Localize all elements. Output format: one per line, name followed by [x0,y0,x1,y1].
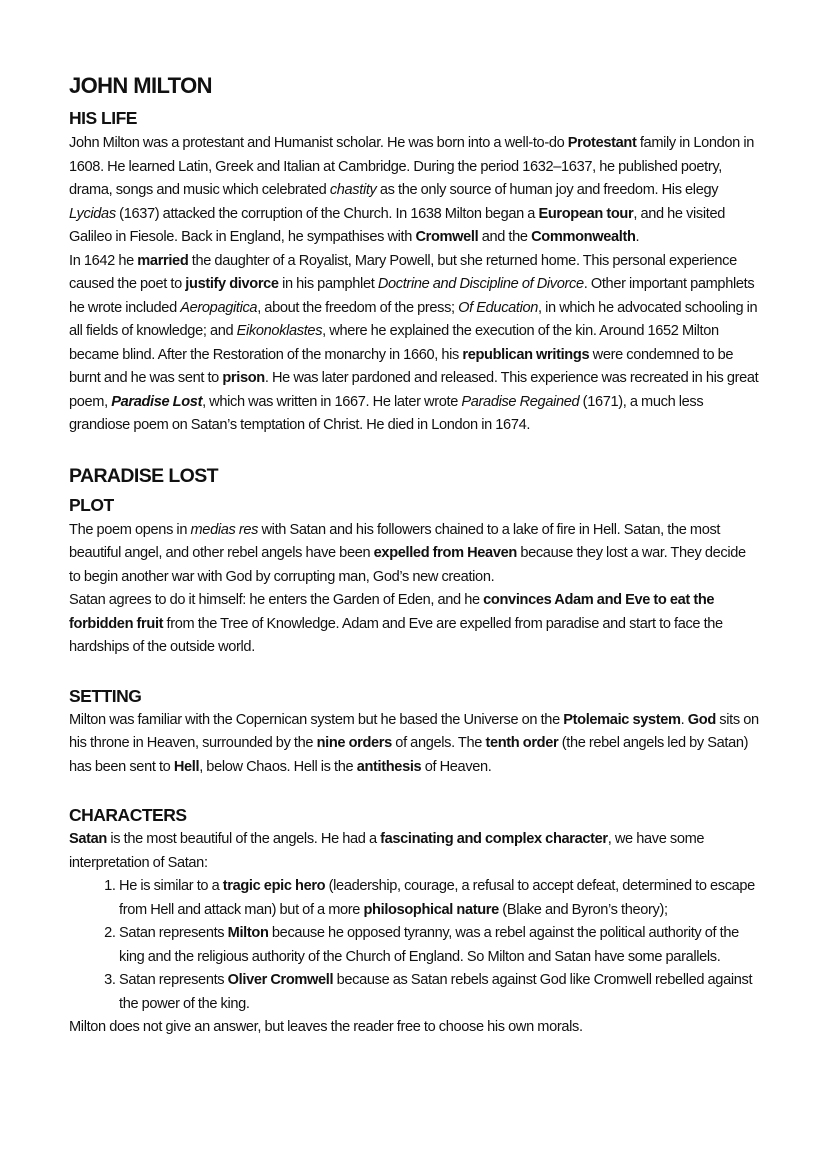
list-item: 2. Satan represents Milton because he opposed tyranny, was a rebel against the political authority of the king and the religious authority of the Church of England. So Milton and Satan have some parallels. [119,922,759,969]
emphasis: antithesis [356,758,422,775]
paragraph: Milton was familiar with the Copernican system but he based the Universe on the Ptolemaic system. God sits on his throne in Heaven, surrounded by the nine orders of angels. The tenth order (the rebel angels led by Satan) has been sent to Hell, below Chaos. Hell is the antithesis of Heaven. [69,711,759,775]
subsection-characters [69,802,759,1040]
emphasis: married [137,252,189,269]
paragraph: The poem opens in medias res with Satan and his followers chained to a lake of fire in Hell. Satan, the most beautiful angel, and other rebel angels have been expelled from Heaven because they lost a war. They decide to begin another war with God by corrupting man, God’s new creation. [69,521,746,585]
emphasis: Aeropagitica [180,299,258,316]
emphasis: convinces Adam and Eve to eat the forbidden fruit [69,592,715,632]
heading-characters: CHARACTERS [69,805,187,825]
emphasis: tragic epic hero [222,878,326,894]
emphasis: medias res [190,521,259,538]
emphasis: Of Education [458,299,539,316]
emphasis: nine orders [316,735,392,751]
emphasis: prison [222,370,265,386]
document-page [69,70,759,1040]
heading-paradise-lost: PARADISE LOST [69,464,218,487]
emphasis: Doctrine and Discipline of Divorce [377,276,584,292]
emphasis: Satan [69,831,107,847]
list-item: 3. Satan represents Oliver Cromwell because as Satan rebels against God like Cromwell rebelled against the power of the king. [119,969,759,1016]
emphasis: chastity [329,182,377,198]
emphasis: Lycidas [69,205,116,222]
emphasis: Protestant [567,135,637,151]
paragraph: Satan agrees to do it himself: he enters the Garden of Eden, and he convinces Adam and Eve to eat the forbidden fruit from the Tree of Knowledge. Adam and Eve are expelled from paradise and start to face the hardships of the outside world. [69,592,723,655]
heading-plot: PLOT [69,494,114,515]
interpretation-list [69,875,759,1016]
emphasis: European tour [538,205,634,222]
emphasis: Oliver Cromwell [227,972,334,988]
emphasis: tenth order [485,735,559,751]
heading-his-life: HIS LIFE [69,108,137,128]
subsection-plot [69,491,759,660]
emphasis: Eikonoklastes [236,323,323,339]
paragraph: Satan is the most beautiful of the angels. He had a fascinating and complex character, we have some interpretation of Satan: [69,831,705,871]
emphasis: Ptolemaic system [563,711,681,728]
list-item: 1. He is similar to a tragic epic hero (leadership, courage, a refusal to accept defeat, determined to escape from Hell and attack man) but of a more philosophical nature (Blake and Byron’s theory); [119,875,759,922]
emphasis: philosophical nature [363,901,499,918]
section-paradise-lost [69,461,759,1040]
document-title: JOHN MILTON [69,73,212,98]
emphasis: republican writings [462,346,590,363]
heading-setting: SETTING [69,685,142,706]
emphasis: justify divorce [185,276,279,292]
paragraph: Milton does not give an answer, but leaves the reader free to choose his own morals. [69,1019,583,1035]
emphasis: Commonwealth [531,229,636,245]
section-his-life [69,102,759,438]
emphasis: fascinating and complex character [380,831,608,847]
paragraph: In 1642 he married the daughter of a Royalist, Mary Powell, but she returned home. This personal experience caused the poet to justify divorce in his pamphlet Doctrine and Discipline of Divorce. Other important pamphlets he wrote included Aeropagitica, about the freedom of the press; Of Education, in which he advocated schooling in all fields of knowledge; and Eikonoklastes, where he explained the execution of the kin. Around 1652 Milton became blind. After the Restoration of the monarchy in 1660, his republican writings were condemned to be burnt and he was sent to prison. He was later pardoned and released. This experience was recreated in his great poem, Paradise Lost, which was written in 1667. He later wrote Paradise Regained (1671), a much less grandiose poem on Satan’s temptation of Christ. He died in London in 1674. [69,252,759,433]
emphasis: Cromwell [415,229,479,245]
emphasis: Hell [173,758,200,775]
emphasis: expelled from Heaven [373,545,517,561]
emphasis: Milton [227,925,269,941]
paragraph: John Milton was a protestant and Humanist scholar. He was born into a well-to-do Protestant family in London in 1608. He learned Latin, Greek and Italian at Cambridge. During the period 1632–1637, he published poetry, drama, songs and music which celebrated chastity as the only source of human joy and freedom. His elegy Lycidas (1637) attacked the corruption of the Church. In 1638 Milton began a European tour, and he visited Galileo in Fiesole. Back in England, he sympathises with Cromwell and the Commonwealth. [69,135,754,245]
emphasis: Paradise Regained [461,393,580,410]
emphasis: Paradise Lost [111,393,203,410]
emphasis: God [687,711,716,728]
subsection-setting [69,683,759,780]
